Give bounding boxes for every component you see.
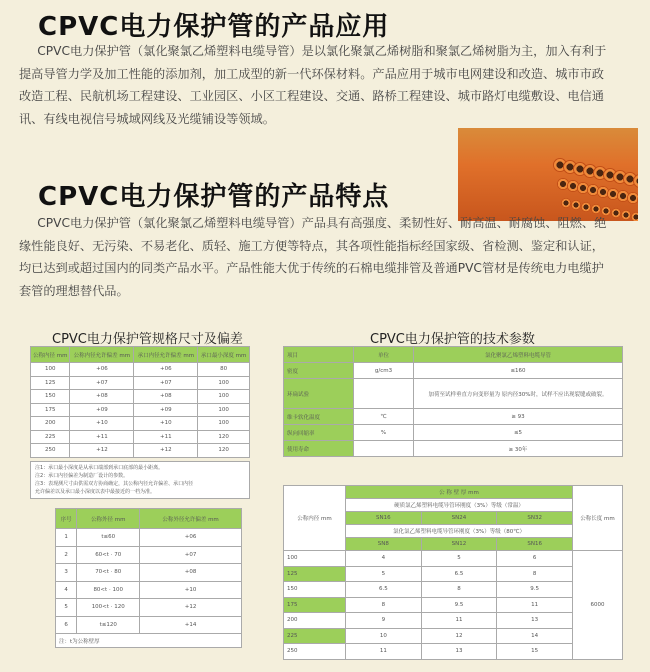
table-cell: 11	[346, 644, 422, 660]
table-row	[284, 628, 623, 644]
table1-title: CPVC电力保护管规格尺寸及偏差	[52, 332, 243, 347]
table-row	[284, 379, 623, 409]
table-cell: SN24	[421, 512, 497, 525]
table-cell: 250	[284, 644, 346, 660]
table-row	[284, 425, 623, 441]
table-cell: 硬质氯乙烯塑料电缆导管环刚度（3%）等级（常温）	[346, 499, 573, 512]
table-row	[56, 509, 242, 529]
table-row	[284, 409, 623, 425]
note-line: 注2：承口内径偏差为制造厂设计的参数。	[35, 473, 129, 479]
pipe-end	[581, 202, 591, 212]
table-cell: 2	[56, 546, 77, 564]
table-cell: +07	[134, 376, 198, 390]
table-cell: +06	[140, 529, 242, 547]
paragraph-line: 讯、有线电视信号城域网线及光缆铺设等领域。	[19, 111, 275, 126]
table-cell: 120	[198, 444, 250, 458]
table-cell: 100	[198, 403, 250, 417]
table-cell: 6.5	[421, 566, 497, 582]
table-cell: 公称外径 mm	[77, 509, 140, 529]
table-cell: SN16	[346, 512, 422, 525]
table-cell: 175	[284, 597, 346, 613]
table-cell: 13	[421, 644, 497, 660]
table-cell: 密度	[284, 363, 354, 379]
table-cell: 氯化聚氯乙烯塑料电缆导管	[414, 347, 623, 363]
table-row	[284, 582, 623, 598]
table-cell: 序号	[56, 509, 77, 529]
table-cell: 承口最小深度 mm	[198, 347, 250, 363]
table-cell: 公称内径允许偏差 mm	[70, 347, 134, 363]
table-cell: 公 称 壁 厚 mm	[346, 486, 573, 499]
table-cell: 公称外径允许偏差 mm	[140, 509, 242, 529]
table-row	[56, 634, 242, 648]
table-cell: +12	[140, 599, 242, 617]
table-row	[31, 417, 250, 431]
spec-size-table	[30, 346, 250, 458]
table-row	[56, 564, 242, 582]
table-cell: 12	[421, 628, 497, 644]
table-cell: 项目	[284, 347, 354, 363]
pipe-end	[633, 174, 638, 188]
table-cell: +12	[70, 444, 134, 458]
table-cell	[354, 379, 414, 409]
table-cell: 15	[497, 644, 573, 660]
table-cell: 6	[497, 551, 573, 567]
table-cell: 100	[198, 376, 250, 390]
table-cell: ≥ 30年	[414, 441, 623, 457]
table-cell: t≤60	[77, 529, 140, 547]
section2-title: CPVC电力保护管的产品特点	[38, 182, 390, 212]
table-cell: 公称长度 mm	[573, 486, 623, 551]
table-row	[284, 363, 623, 379]
table-cell: 11	[497, 597, 573, 613]
table-row	[31, 363, 250, 377]
paragraph-line: 提高导管力学及加工性能的添加剂，加工成型的新一代环保材料。产品应用于城市电网建设和改造、城市市政	[19, 66, 604, 81]
table-row	[56, 529, 242, 547]
table-cell: 11	[421, 613, 497, 629]
table-cell: 13	[497, 613, 573, 629]
table-cell: +08	[134, 390, 198, 404]
table-cell: 公称内径 mm	[31, 347, 70, 363]
table-cell: ℃	[354, 409, 414, 425]
paragraph-line: CPVC电力保护管（氯化聚氯乙烯塑料电缆导管）产品具有高强度、柔韧性好、耐高温、耐腐蚀、阻燃、绝	[37, 216, 607, 230]
table-cell: 14	[497, 628, 573, 644]
table-cell: 225	[284, 628, 346, 644]
table-cell: 150	[31, 390, 70, 404]
table-cell: 10	[346, 628, 422, 644]
pipe-end	[571, 200, 581, 210]
paragraph-line: CPVC电力保护管（氯化聚氯乙烯塑料电缆导管）是以氯化聚氯乙烯树脂和聚氯乙烯树脂为主，加入有利于	[37, 44, 607, 58]
table-cell: 70<t · 80	[77, 564, 140, 582]
outer-diameter-table	[55, 508, 242, 648]
table-cell: 使用寿命	[284, 441, 354, 457]
table-cell: 6	[56, 616, 77, 634]
paragraph-line: 均已达到或超过国内的同类产品水平。产品性能大优于传统的石棉电缆排管及普通PVC管材是传统电力电缆护	[19, 261, 604, 275]
table-cell: +11	[134, 430, 198, 444]
table-cell: 125	[31, 376, 70, 390]
table-cell: +06	[70, 363, 134, 377]
table-cell: SN16	[497, 538, 573, 551]
table-cell: 4	[56, 581, 77, 599]
table-row	[284, 486, 623, 499]
table-row	[56, 616, 242, 634]
table-cell: ≥ 93	[414, 409, 623, 425]
table-cell: +10	[134, 417, 198, 431]
table-cell: 单位	[354, 347, 414, 363]
table-cell: 80	[198, 363, 250, 377]
pipe-end	[631, 212, 638, 221]
section1-title: CPVC电力保护管的产品应用	[38, 12, 390, 42]
table-cell: +10	[70, 417, 134, 431]
table-cell: 80<t · 100	[77, 581, 140, 599]
table-cell: +09	[134, 403, 198, 417]
table-cell: 5	[346, 566, 422, 582]
table-cell: 125	[284, 566, 346, 582]
table-cell: 120	[198, 430, 250, 444]
tech-params-table	[283, 346, 623, 457]
table-cell: 8	[497, 566, 573, 582]
table-cell: +14	[140, 616, 242, 634]
table-cell: 纵向回缩率	[284, 425, 354, 441]
table-cell: SN32	[497, 512, 573, 525]
table-cell: 225	[31, 430, 70, 444]
table-cell: 175	[31, 403, 70, 417]
table-cell: +09	[70, 403, 134, 417]
table-row	[31, 430, 250, 444]
table-cell: 1	[56, 529, 77, 547]
section1-paragraph	[19, 40, 631, 130]
table-cell: 9	[346, 613, 422, 629]
table-cell: 250	[31, 444, 70, 458]
table-cell: +07	[70, 376, 134, 390]
table-row	[31, 376, 250, 390]
table-cell: +12	[134, 444, 198, 458]
table-cell: 9.5	[421, 597, 497, 613]
table-cell: 加荷至试样垂直方向变形量为 原内径30%时，试样不应出现裂缝或破裂。	[414, 379, 623, 409]
table-row	[284, 347, 623, 363]
table1-notes	[30, 461, 250, 499]
table-row	[56, 599, 242, 617]
table-row	[56, 546, 242, 564]
table-row	[284, 441, 623, 457]
table-row	[56, 581, 242, 599]
table-cell: 6.5	[346, 582, 422, 598]
table-cell: 100	[31, 363, 70, 377]
wall-thickness-table	[283, 485, 623, 660]
table-row	[31, 403, 250, 417]
table-cell: 6000	[573, 551, 623, 660]
table-cell: 维卡软化温度	[284, 409, 354, 425]
table-cell: 100	[284, 551, 346, 567]
table-cell: g/cm3	[354, 363, 414, 379]
table-cell: +06	[134, 363, 198, 377]
table2-title: CPVC电力保护管的技术参数	[370, 332, 535, 347]
table-cell: +07	[140, 546, 242, 564]
table-cell: %	[354, 425, 414, 441]
pipe-end	[637, 194, 638, 206]
table-row	[31, 444, 250, 458]
section2-paragraph	[19, 212, 631, 302]
table-row	[31, 347, 250, 363]
table-row	[284, 551, 623, 567]
table-cell: 100<t · 120	[77, 599, 140, 617]
table-cell: 100	[198, 390, 250, 404]
table-cell: 氯化氯乙烯塑料电缆导管环刚度（3%）等级（80℃）	[346, 525, 573, 538]
table-cell: 200	[284, 613, 346, 629]
paragraph-line: 缘性能良好、无污染、不易老化、质轻、施工方便等特点，其各项性能指标经国家级、省检测、鉴定和认证，	[19, 238, 604, 253]
table-cell: ≤5	[414, 425, 623, 441]
table-cell: +08	[70, 390, 134, 404]
table-cell: 8	[421, 582, 497, 598]
table-cell: +10	[140, 581, 242, 599]
paragraph-line: 套管的理想替代品。	[19, 283, 129, 298]
table-cell: ≤160	[414, 363, 623, 379]
table-cell: 4	[346, 551, 422, 567]
table-cell: 9.5	[497, 582, 573, 598]
table-cell: 60<t · 70	[77, 546, 140, 564]
table-cell: +11	[70, 430, 134, 444]
table-cell: 5	[56, 599, 77, 617]
table-cell: 承口内径允许偏差 mm	[134, 347, 198, 363]
table-cell: 注：t为公称壁厚	[56, 634, 242, 648]
note-line: 注1：承口最小深度是从承口端部到承口底部的最小距离。	[35, 465, 164, 471]
table-cell: 150	[284, 582, 346, 598]
table-cell: SN12	[421, 538, 497, 551]
table-cell: 5	[421, 551, 497, 567]
table-cell: 200	[31, 417, 70, 431]
table-cell: SN8	[346, 538, 422, 551]
orange-pipes-photo	[458, 128, 638, 221]
table-row	[284, 613, 623, 629]
table-cell: 公称内径 mm	[284, 486, 346, 551]
table-cell: 3	[56, 564, 77, 582]
table-cell: 环扁试验	[284, 379, 354, 409]
table-cell: t≤120	[77, 616, 140, 634]
table-row	[31, 390, 250, 404]
table-row	[284, 644, 623, 660]
table-cell: 100	[198, 417, 250, 431]
table-row	[284, 566, 623, 582]
note-line: 注3：表现测尺寸由供需双方协商确定，其公称内径允许偏差、承口内径	[35, 481, 194, 487]
table-cell: 8	[346, 597, 422, 613]
pipe-end	[561, 198, 571, 208]
table-row	[284, 597, 623, 613]
note-line: 允许偏差以及承口最小深度以表中最接近的一档为准。	[35, 489, 156, 495]
paragraph-line: 改造工程、民航机场工程建设、工业园区、小区工程建设、交通、路桥工程建设、城市路灯电缆敷设、电信通	[19, 89, 604, 103]
table-cell: +08	[140, 564, 242, 582]
table-cell	[354, 441, 414, 457]
